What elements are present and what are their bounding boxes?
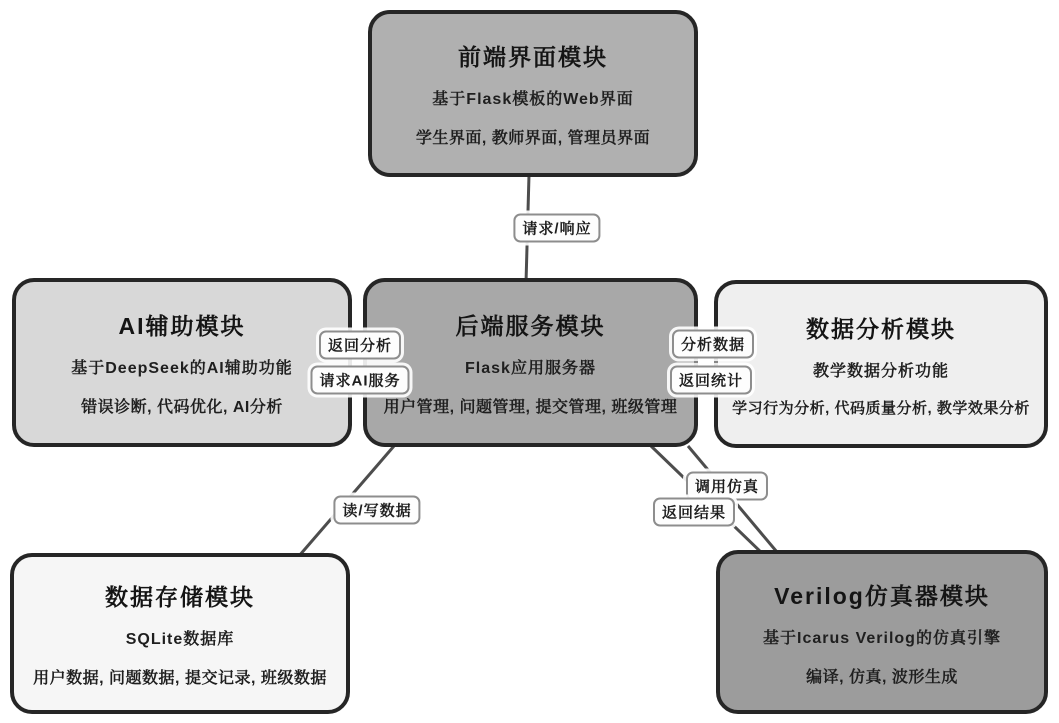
module-backend-title: 后端服务模块 <box>455 313 606 339</box>
edge-label-return-analysis: 返回分析 <box>319 331 401 360</box>
module-storage-line1: SQLite数据库 <box>125 631 235 648</box>
module-ai <box>12 278 352 447</box>
edge-label-return-statistics: 返回统计 <box>670 366 752 395</box>
edge-label-return-result: 返回结果 <box>653 498 735 527</box>
module-storage-line2: 用户数据, 问题数据, 提交记录, 班级数据 <box>33 670 327 687</box>
module-backend <box>363 278 698 447</box>
module-frontend-line2: 学生界面, 教师界面, 管理员界面 <box>415 130 651 147</box>
module-ai-title: AI辅助模块 <box>118 313 246 339</box>
module-analysis-line2: 学习行为分析, 代码质量分析, 教学效果分析 <box>732 399 1030 417</box>
module-verilog-line1: 基于Icarus Verilog的仿真引擎 <box>763 629 1001 647</box>
edge-label-request-response: 请求/响应 <box>513 214 600 243</box>
module-backend-line2: 用户管理, 问题管理, 提交管理, 班级管理 <box>383 399 678 416</box>
module-analysis-title: 数据分析模块 <box>806 315 956 342</box>
module-analysis-line1: 教学数据分析功能 <box>812 362 949 380</box>
module-verilog <box>716 550 1048 714</box>
edge-label-call-simulation: 调用仿真 <box>686 472 768 501</box>
edge-label-analyze-data: 分析数据 <box>672 330 754 359</box>
module-ai-line1: 基于DeepSeek的AI辅助功能 <box>71 360 293 377</box>
module-backend-line1: Flask应用服务器 <box>465 360 596 377</box>
module-ai-line2: 错误诊断, 代码优化, AI分析 <box>81 399 283 416</box>
edge-label-read-write-data: 读/写数据 <box>333 496 420 525</box>
module-analysis <box>714 280 1048 448</box>
module-verilog-line2: 编译, 仿真, 波形生成 <box>806 668 958 686</box>
module-frontend <box>368 10 698 177</box>
module-frontend-title: 前端界面模块 <box>458 44 608 70</box>
edge-label-request-ai-service: 请求AI服务 <box>310 366 409 395</box>
module-storage-title: 数据存储模块 <box>105 584 255 610</box>
module-storage <box>10 553 350 714</box>
module-verilog-title: Verilog仿真器模块 <box>774 582 990 609</box>
module-frontend-line1: 基于Flask模板的Web界面 <box>432 91 634 108</box>
